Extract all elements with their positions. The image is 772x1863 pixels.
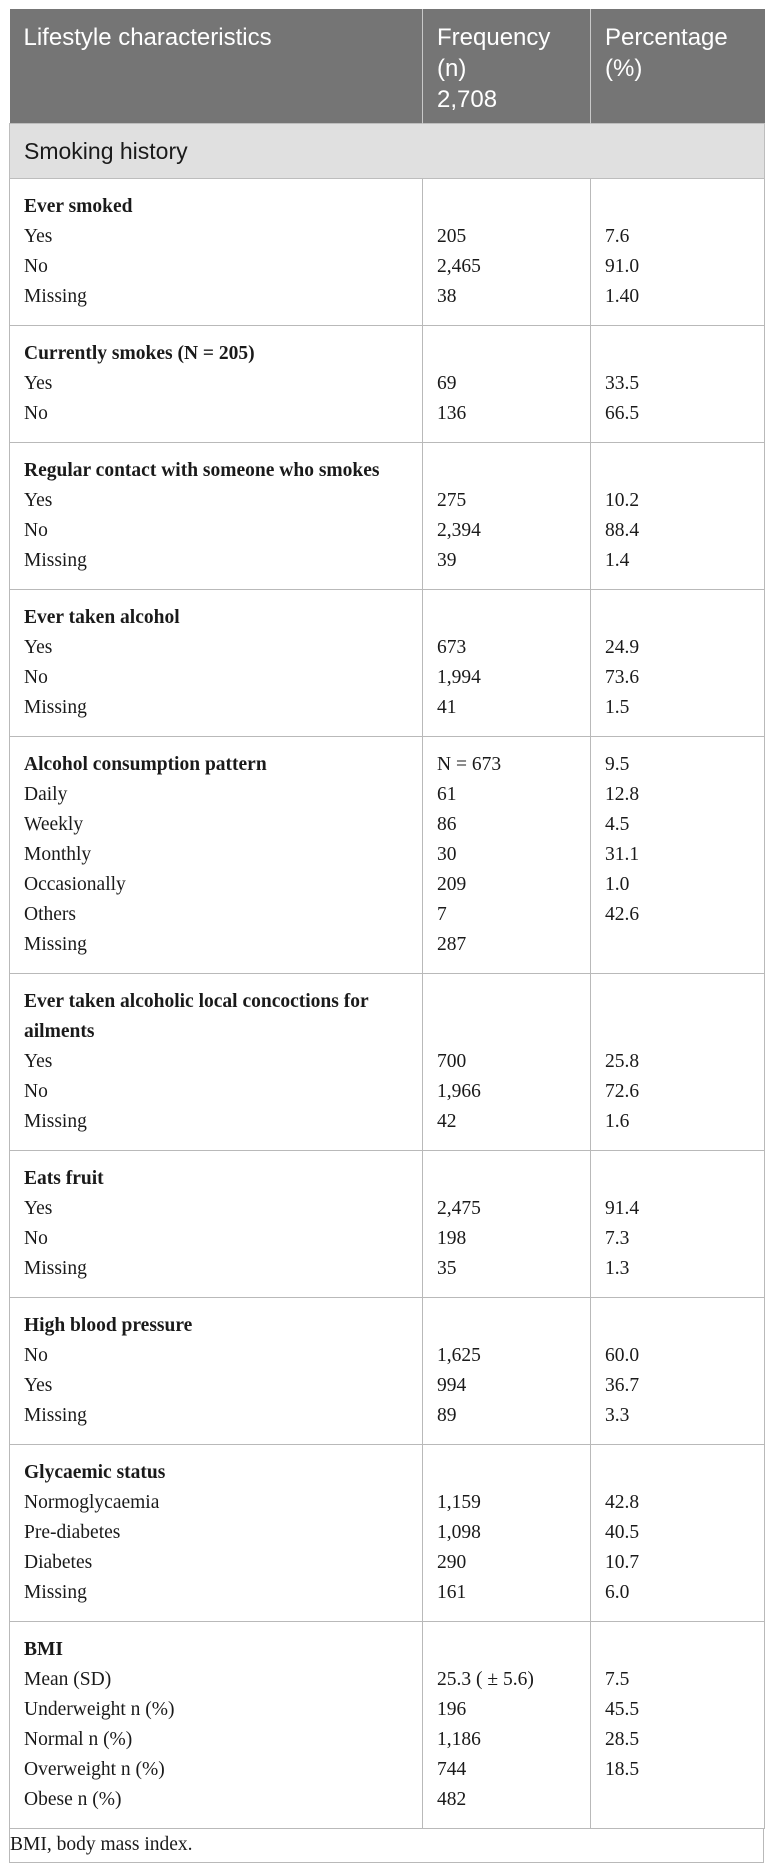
- header-frequency: [423, 9, 591, 124]
- row-percentage: 42.8: [591, 1488, 765, 1518]
- row-percentage: 7.6: [591, 222, 765, 252]
- group-title-percentage: [591, 1298, 765, 1342]
- row-frequency: 700: [423, 1047, 591, 1077]
- table-row: [10, 1578, 765, 1622]
- row-frequency: 39: [423, 546, 591, 590]
- row-label: No: [10, 663, 423, 693]
- row-label: Yes: [10, 1194, 423, 1224]
- table-row: [10, 900, 765, 930]
- section-row: [10, 124, 765, 179]
- row-percentage: 33.5: [591, 369, 765, 399]
- row-label: Occasionally: [10, 870, 423, 900]
- row-percentage: 1.0: [591, 870, 765, 900]
- row-label: Normoglycaemia: [10, 1488, 423, 1518]
- row-percentage: 88.4: [591, 516, 765, 546]
- table-row: [10, 1488, 765, 1518]
- group-title-percentage: [591, 1445, 765, 1489]
- table-row: [10, 1548, 765, 1578]
- row-label: Yes: [10, 369, 423, 399]
- table-row: [10, 780, 765, 810]
- group-title-frequency: [423, 443, 591, 487]
- row-percentage: 1.6: [591, 1107, 765, 1151]
- table-row: [10, 1725, 765, 1755]
- header-percentage: [591, 9, 765, 124]
- group-title-row: [10, 590, 765, 634]
- row-frequency: 1,966: [423, 1077, 591, 1107]
- row-frequency: 61: [423, 780, 591, 810]
- row-frequency: 1,159: [423, 1488, 591, 1518]
- table-row: [10, 399, 765, 443]
- row-frequency: 290: [423, 1548, 591, 1578]
- row-percentage: 28.5: [591, 1725, 765, 1755]
- table-row: [10, 546, 765, 590]
- table-row: [10, 369, 765, 399]
- row-label: Missing: [10, 1401, 423, 1445]
- group-title-frequency: [423, 1298, 591, 1342]
- row-label: Yes: [10, 486, 423, 516]
- row-label: Daily: [10, 780, 423, 810]
- group-title: Regular contact with someone who smokes: [10, 443, 423, 487]
- row-frequency: 2,465: [423, 252, 591, 282]
- table-row: [10, 840, 765, 870]
- row-label: Monthly: [10, 840, 423, 870]
- row-label: Underweight n (%): [10, 1695, 423, 1725]
- row-label: Weekly: [10, 810, 423, 840]
- group-title-percentage: [591, 326, 765, 370]
- group-title-row: [10, 1622, 765, 1666]
- row-frequency: 30: [423, 840, 591, 870]
- group-title: Ever smoked: [10, 179, 423, 223]
- group-title-row: [10, 443, 765, 487]
- row-group: [10, 326, 765, 443]
- group-title-frequency: [423, 326, 591, 370]
- group-title-row: [10, 1151, 765, 1195]
- table-row: [10, 1518, 765, 1548]
- row-group: [10, 443, 765, 590]
- row-label: Diabetes: [10, 1548, 423, 1578]
- table-row: [10, 1077, 765, 1107]
- group-title-frequency: [423, 1445, 591, 1489]
- row-label: No: [10, 1077, 423, 1107]
- group-title-percentage: [591, 1622, 765, 1666]
- group-title-percentage: [591, 974, 765, 1048]
- row-percentage: 91.4: [591, 1194, 765, 1224]
- group-title: High blood pressure: [10, 1298, 423, 1342]
- row-group: [10, 590, 765, 737]
- group-title-row: [10, 1445, 765, 1489]
- table-row: [10, 282, 765, 326]
- table-row: [10, 663, 765, 693]
- table-row: [10, 1695, 765, 1725]
- row-percentage: 10.2: [591, 486, 765, 516]
- row-frequency: 209: [423, 870, 591, 900]
- table-row: [10, 1755, 765, 1785]
- row-frequency: 38: [423, 282, 591, 326]
- table-row: [10, 1785, 765, 1829]
- header-frequency-line: Frequency: [437, 24, 551, 51]
- row-frequency: 35: [423, 1254, 591, 1298]
- group-title-percentage: [591, 179, 765, 223]
- row-percentage: 1.3: [591, 1254, 765, 1298]
- row-percentage: [591, 930, 765, 974]
- group-title-percentage: 9.5: [591, 737, 765, 781]
- group-title-percentage: [591, 590, 765, 634]
- row-frequency: 744: [423, 1755, 591, 1785]
- table-row: [10, 870, 765, 900]
- row-percentage: 7.5: [591, 1665, 765, 1695]
- row-percentage: 7.3: [591, 1224, 765, 1254]
- row-frequency: 205: [423, 222, 591, 252]
- row-frequency: 673: [423, 633, 591, 663]
- group-title-frequency: [423, 179, 591, 223]
- group-title-row: [10, 974, 765, 1048]
- row-frequency: 136: [423, 399, 591, 443]
- row-group: [10, 1298, 765, 1445]
- group-title-row: [10, 1298, 765, 1342]
- row-frequency: 42: [423, 1107, 591, 1151]
- group-title: Currently smokes (N = 205): [10, 326, 423, 370]
- row-percentage: 3.3: [591, 1401, 765, 1445]
- row-group: [10, 179, 765, 326]
- row-frequency: 287: [423, 930, 591, 974]
- group-title: BMI: [10, 1622, 423, 1666]
- group-title-frequency: [423, 974, 591, 1048]
- table-row: [10, 693, 765, 737]
- table-row: [10, 1371, 765, 1401]
- row-group: [10, 1445, 765, 1622]
- row-group: [10, 1151, 765, 1298]
- row-frequency: 161: [423, 1578, 591, 1622]
- row-label: Pre-diabetes: [10, 1518, 423, 1548]
- group-title-percentage: [591, 443, 765, 487]
- row-label: No: [10, 1341, 423, 1371]
- table-row: [10, 516, 765, 546]
- row-label: No: [10, 252, 423, 282]
- header-frequency-total: 2,708: [437, 86, 498, 113]
- row-frequency: 41: [423, 693, 591, 737]
- row-frequency: 1,994: [423, 663, 591, 693]
- table-footnote: BMI, body mass index.: [9, 1829, 764, 1863]
- row-frequency: 25.3 ( ± 5.6): [423, 1665, 591, 1695]
- row-frequency: 482: [423, 1785, 591, 1829]
- row-label: Missing: [10, 1578, 423, 1622]
- row-label: Missing: [10, 1107, 423, 1151]
- group-title-row: [10, 737, 765, 781]
- row-label: Others: [10, 900, 423, 930]
- row-frequency: 198: [423, 1224, 591, 1254]
- header-frequency-line: (n): [437, 55, 467, 82]
- row-label: Overweight n (%): [10, 1755, 423, 1785]
- row-frequency: 275: [423, 486, 591, 516]
- section-title: Smoking history: [10, 124, 765, 179]
- row-label: No: [10, 1224, 423, 1254]
- row-label: Yes: [10, 1047, 423, 1077]
- row-frequency: 196: [423, 1695, 591, 1725]
- group-title: Ever taken alcoholic local concoctions for ailments: [10, 974, 423, 1048]
- row-percentage: 10.7: [591, 1548, 765, 1578]
- table-row: [10, 1401, 765, 1445]
- group-title-percentage: [591, 1151, 765, 1195]
- row-percentage: 24.9: [591, 633, 765, 663]
- row-label: Missing: [10, 282, 423, 326]
- group-title-frequency: [423, 590, 591, 634]
- group-title: Ever taken alcohol: [10, 590, 423, 634]
- table-row: [10, 633, 765, 663]
- row-label: Missing: [10, 930, 423, 974]
- row-percentage: 42.6: [591, 900, 765, 930]
- table-row: [10, 252, 765, 282]
- row-percentage: 1.40: [591, 282, 765, 326]
- row-percentage: 6.0: [591, 1578, 765, 1622]
- group-title-frequency: N = 673: [423, 737, 591, 781]
- row-group: [10, 1622, 765, 1829]
- row-label: Yes: [10, 633, 423, 663]
- row-frequency: 86: [423, 810, 591, 840]
- group-title-row: [10, 179, 765, 223]
- row-label: Obese n (%): [10, 1785, 423, 1829]
- row-percentage: 72.6: [591, 1077, 765, 1107]
- group-title-frequency: [423, 1151, 591, 1195]
- row-percentage: 40.5: [591, 1518, 765, 1548]
- row-frequency: 994: [423, 1371, 591, 1401]
- group-title-row: [10, 326, 765, 370]
- row-percentage: 18.5: [591, 1755, 765, 1785]
- row-percentage: 91.0: [591, 252, 765, 282]
- row-frequency: 7: [423, 900, 591, 930]
- row-percentage: 73.6: [591, 663, 765, 693]
- row-frequency: 2,394: [423, 516, 591, 546]
- row-percentage: 1.4: [591, 546, 765, 590]
- row-group: [10, 737, 765, 974]
- table-row: [10, 1341, 765, 1371]
- row-frequency: 1,186: [423, 1725, 591, 1755]
- group-title-frequency: [423, 1622, 591, 1666]
- row-label: Missing: [10, 693, 423, 737]
- row-label: Yes: [10, 1371, 423, 1401]
- table-row: [10, 486, 765, 516]
- group-title: Alcohol consumption pattern: [10, 737, 423, 781]
- row-frequency: 69: [423, 369, 591, 399]
- row-frequency: 2,475: [423, 1194, 591, 1224]
- row-label: No: [10, 516, 423, 546]
- row-label: Missing: [10, 1254, 423, 1298]
- table-row: [10, 1047, 765, 1077]
- row-percentage: [591, 1785, 765, 1829]
- row-percentage: 36.7: [591, 1371, 765, 1401]
- group-title: Eats fruit: [10, 1151, 423, 1195]
- group-title: Glycaemic status: [10, 1445, 423, 1489]
- table-row: [10, 1194, 765, 1224]
- table-row: [10, 1665, 765, 1695]
- row-frequency: 1,625: [423, 1341, 591, 1371]
- header-percentage-line: Percentage: [605, 24, 728, 51]
- row-label: Missing: [10, 546, 423, 590]
- table-header-row: [10, 9, 765, 124]
- header-lifestyle-characteristics: Lifestyle characteristics: [10, 9, 423, 124]
- row-percentage: 12.8: [591, 780, 765, 810]
- row-percentage: 4.5: [591, 810, 765, 840]
- table-row: [10, 1107, 765, 1151]
- table-row: [10, 810, 765, 840]
- table-row: [10, 930, 765, 974]
- header-percentage-line: (%): [605, 55, 643, 82]
- row-percentage: 31.1: [591, 840, 765, 870]
- table-row: [10, 1224, 765, 1254]
- row-label: No: [10, 399, 423, 443]
- row-frequency: 1,098: [423, 1518, 591, 1548]
- row-label: Yes: [10, 222, 423, 252]
- lifestyle-table: [9, 9, 765, 1829]
- row-label: Normal n (%): [10, 1725, 423, 1755]
- row-percentage: 60.0: [591, 1341, 765, 1371]
- row-percentage: 66.5: [591, 399, 765, 443]
- table-row: [10, 222, 765, 252]
- row-frequency: 89: [423, 1401, 591, 1445]
- row-percentage: 1.5: [591, 693, 765, 737]
- row-group: [10, 974, 765, 1151]
- row-label: Mean (SD): [10, 1665, 423, 1695]
- row-percentage: 45.5: [591, 1695, 765, 1725]
- row-percentage: 25.8: [591, 1047, 765, 1077]
- table-row: [10, 1254, 765, 1298]
